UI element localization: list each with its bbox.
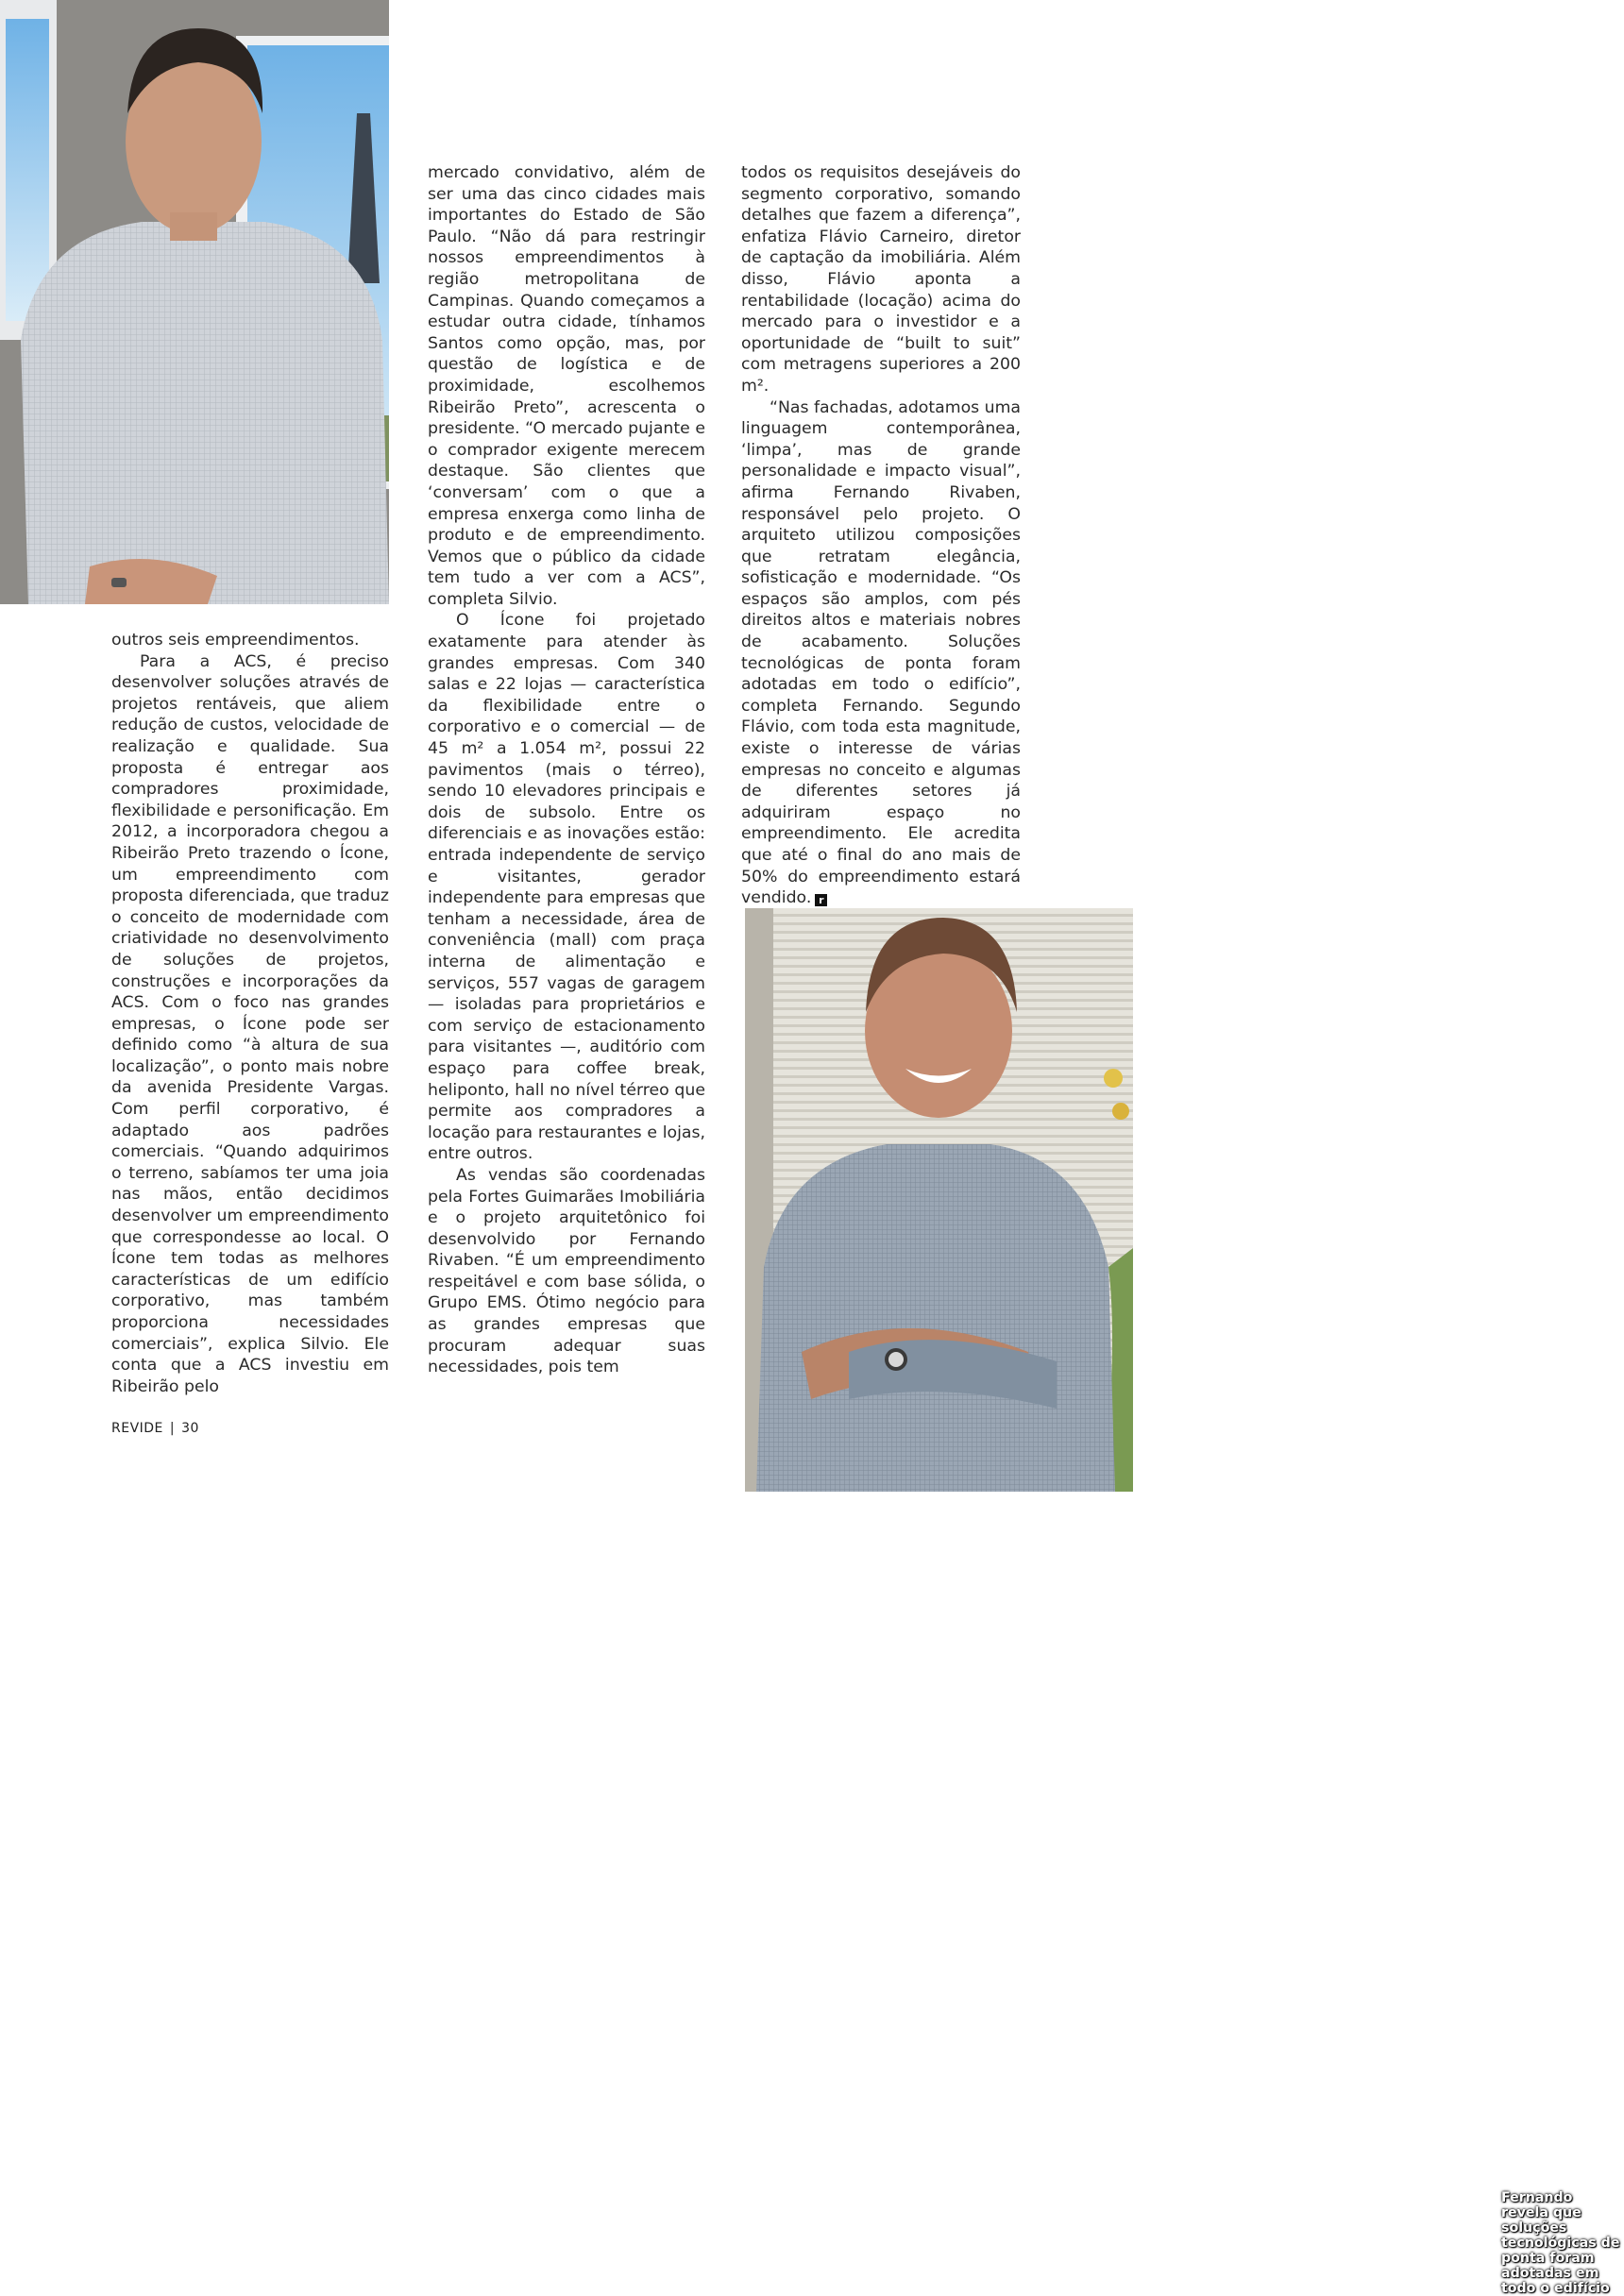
photo-flavio-image [0, 0, 389, 604]
article-paragraph: O Ícone foi projetado exatamente para atender às grandes empresas. Com 340 salas e 22 lojas — característica da flexibilidade entre o corporativo e o comercial — de 45 m² a 1.054 m², possui 22 pavimentos (mais o térreo), sendo 10 elevadores principais e dois de subsolo. Entre os diferenciais e as inovações estão: entrada independente de serviço e visitantes, gerador independente para empresas que tenham a necessidade, área de conveniência (mall) com praça interna de alimentação e serviços, 557 vagas de garagem — isoladas para proprietários e com serviço de estacionamento para visitantes —, auditório com espaço para coffee break, heliponto, hall no nível térreo que permite aos compradores a locação para restaurantes e lojas, entre outros. [428, 611, 705, 1164]
article-paragraph: As vendas são coordenadas pela Fortes Guimarães Imobiliária e o projeto arquitetônico foi desenvolvido por Fernando Rivaben. “É um empreendimento respeitável e com base sólida, o Grupo EMS. Ótimo negócio para as grandes empresas que procuram adequar suas necessidades, pois tem [428, 1165, 705, 1377]
article-paragraph: mercado convidativo, além de ser uma das cinco cidades mais importantes do Estado de São Paulo. “Não dá para restringir nossos empreendimentos à região metropolitana de Campinas. Quando começamos a estudar outra cidade, tínhamos Santos como opção, mas, por questão de logística e de proximidade, escolhemos Ribeirão Preto”, acrescenta o presidente. “O mercado pujante e o comprador exigente merecem destaque. São clientes que ‘conversam’ com o que a empresa enxerga como linha de produto e de empreendimento. Vemos que o público da cidade tem tudo a ver com a ACS”, completa Silvio. [428, 163, 705, 609]
magazine-name: REVIDE [111, 1421, 163, 1436]
article-paragraph: Para a ACS, é preciso desenvolver soluções através de projetos rentáveis, que aliem redução de custos, velocidade de realização e qualidade. Sua proposta é entregar aos compradores proximidade, flexibilidade e personificação. Em 2012, a incorporadora chegou a Ribeirão Preto trazendo o Ícone, um empreendimento com proposta diferenciada, que traduz o conceito de modernidade com criatividade no desenvolvimento de soluções de projetos, construções e incorporações da ACS. Com o foco nas grandes empresas, o Ícone pode ser definido como “à altura de sua localização”, o ponto mais nobre da avenida Presidente Vargas. Com perfil corporativo, é adaptado aos padrões comerciais. “Quando adquirimos o terreno, sabíamos ter uma joia nas mãos, então decidimos desenvolver um empreendimento que correspondesse ao local. O Ícone tem todas as melhores características de um edifício corporativo, mas também proporciona necessidades comerciais”, explica Silvio. Ele conta que a ACS investiu em Ribeirão pelo [111, 651, 389, 1396]
photo-fernando [745, 908, 1620, 2296]
article-column-3 [741, 162, 1021, 909]
end-of-article-mark: r [815, 894, 827, 906]
photo-fernando-caption: Fernando revela que soluções tecnológicas de ponta foram adotadas em todo o edifício [1501, 2190, 1620, 2296]
article-column-1 [111, 630, 389, 1397]
page-number: 30 [181, 1421, 199, 1436]
photo-fernando-image [745, 908, 1133, 1492]
article-paragraph: outros seis empreendimentos. [111, 631, 360, 650]
article-column-2 [428, 162, 705, 1378]
footer-separator: | [169, 1421, 176, 1436]
article-paragraph [741, 397, 1021, 909]
article-paragraph: todos os requisitos desejáveis do segmento corporativo, somando detalhes que fazem a diferença”, enfatiza Flávio Carneiro, diretor de captação da imobiliária. Além disso, Flávio aponta a rentabilidade (locação) acima do mercado para o investidor e a oportunidade de “built to suit” com metragens superiores a 200 m². [741, 163, 1021, 396]
article-paragraph-text: “Nas fachadas, adotamos uma linguagem contemporânea, ‘limpa’, mas de grande personalidade e impacto visual”, afirma Fernando Rivaben, responsável pelo projeto. O arquiteto utilizou composições que retratam elegância, sofisticação e modernidade. “Os espaços são amplos, com pés direitos altos e materiais nobres de acabamento. Soluções tecnológicas de ponta foram adotadas em todo o edifício”, completa Fernando. Segundo Flávio, com toda esta magnitude, existe o interesse de várias empresas no conceito e algumas de diferentes setores já adquiriram espaço no empreendimento. Ele acredita que até o final do ano mais de 50% do empreendimento estará vendido. [741, 397, 1022, 908]
photo-flavio [0, 0, 389, 604]
page-footer [111, 1421, 199, 1436]
